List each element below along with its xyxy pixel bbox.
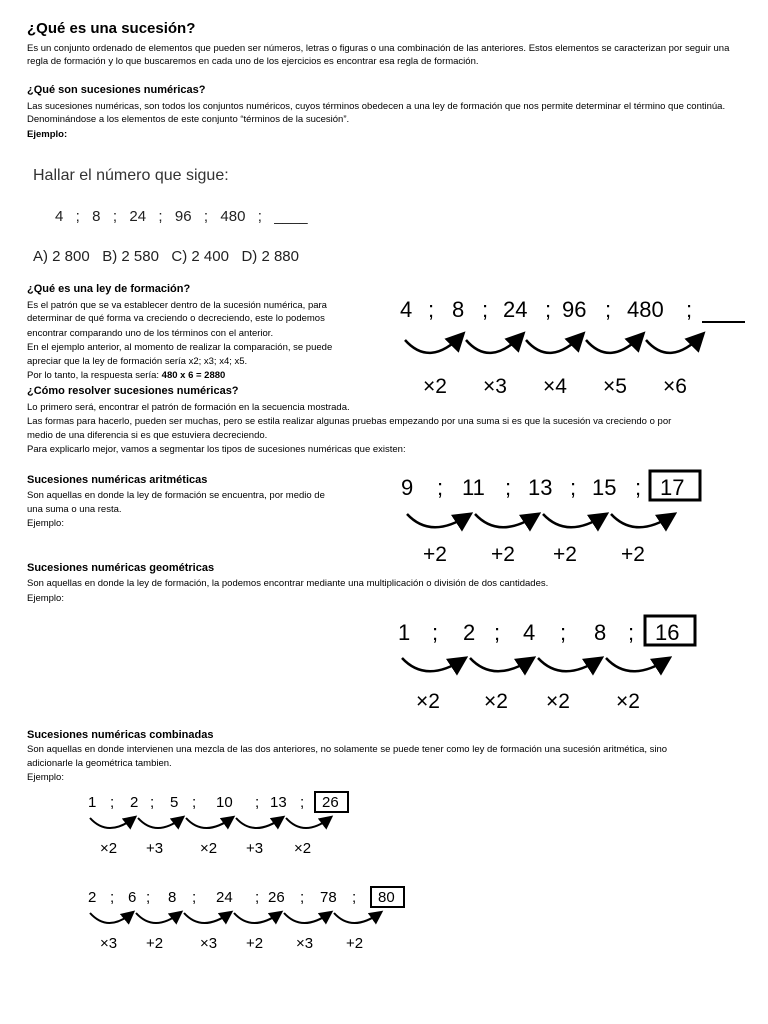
c1-op-1: ×2 <box>100 840 118 857</box>
combinadas-diagram-2 <box>80 882 420 954</box>
combinadas-line-2: adicionarle la geométrica tambien. <box>27 758 172 769</box>
c1-sep-5: ; <box>300 794 305 811</box>
aritmeticas-example-label: Ejemplo: <box>27 518 64 529</box>
c2-term-1: 2 <box>88 889 97 906</box>
ar-sep-1: ; <box>437 475 444 500</box>
d1-sep-3: ; <box>545 297 552 322</box>
resolver-heading: ¿Cómo resolver sucesiones numéricas? <box>27 385 239 397</box>
ar-term-4: 15 <box>592 475 617 500</box>
combinadas-line-1: Son aquellas en donde intervienen una mezcla de las dos anteriores, no solamente se puede tener como ley de formación una sucesión aritmética, sino <box>27 744 668 755</box>
aritmeticas-heading: Sucesiones numéricas aritméticas <box>27 474 208 486</box>
ar-op-3: +2 <box>553 543 577 566</box>
ar-op-4: +2 <box>621 543 645 566</box>
ge-op-3: ×2 <box>546 690 570 713</box>
aritmeticas-line-2: una suma o una resta. <box>27 504 122 515</box>
ge-sep-1: ; <box>432 620 439 645</box>
d1-term-2: 8 <box>452 297 465 322</box>
d1-sep-2: ; <box>482 297 489 322</box>
ley-answer: 480 x 6 = 2880 <box>161 370 226 381</box>
ge-term-4: 8 <box>594 620 607 645</box>
resolver-line-3: medio de una diferencia si es que estuviera decreciendo. <box>27 430 268 441</box>
ar-arrow-4 <box>611 514 673 527</box>
geometricas-example-label: Ejemplo: <box>27 593 64 604</box>
c1-answer: 26 <box>322 794 339 811</box>
geometricas-heading: Sucesiones numéricas geométricas <box>27 562 215 574</box>
d1-term-5: 480 <box>627 297 664 322</box>
c1-op-4: +3 <box>246 840 264 857</box>
c1-arrow-3 <box>186 818 232 828</box>
ge-arrow-2 <box>470 658 532 671</box>
c2-sep-3: ; <box>192 889 197 906</box>
c2-sep-1: ; <box>110 889 115 906</box>
ar-term-1: 9 <box>401 475 414 500</box>
c2-op-2: +2 <box>146 935 164 952</box>
c1-term-4: 10 <box>216 794 233 811</box>
c2-arrow-2 <box>136 913 180 923</box>
aritmeticas-diagram <box>395 468 715 568</box>
intro-paragraph: Es un conjunto ordenado de elementos que pueden ser números, letras o figuras o una combinación de las anteriores. Estos elementos se caracterizan por seguir una regla de formación y lo que buscaremos en cada uno de los ejercicios es encontrar esa regla de formación. <box>27 43 730 67</box>
ge-op-1: ×2 <box>416 690 440 713</box>
ley-line-5: apreciar que la ley de formación sería x2; x3; x4; x5. <box>27 356 248 367</box>
d1-sep-1: ; <box>428 297 435 322</box>
ar-arrow-3 <box>543 514 605 527</box>
c2-op-4: +2 <box>246 935 264 952</box>
d1-arrow-4 <box>586 335 642 353</box>
d1-term-1: 4 <box>400 297 413 322</box>
d1-op-4: ×5 <box>603 375 627 398</box>
problem-sequence: 4 ; 8 ; 24 ; 96 ; 480 ; ____ <box>55 208 308 225</box>
problem-options: A) 2 800 B) 2 580 C) 2 400 D) 2 880 <box>33 248 299 265</box>
numericas-text: Las sucesiones numéricas, son todos los conjuntos numéricos, cuyos términos obedecen a una ley de formación que nos permite determinar el término que continúa. Denominándose a los elementos de este conjunto “términos de la sucesión”. <box>27 101 726 125</box>
ar-arrow-2 <box>475 514 537 527</box>
geometricas-line-1: Son aquellas en donde la ley de formación, la podemos encontrar mediante una multiplicación o división de dos cantidades. <box>27 578 549 589</box>
ley-line-4: En el ejemplo anterior, al momento de realizar la comparación, se puede <box>27 342 333 353</box>
c2-sep-6: ; <box>352 889 357 906</box>
resolver-line-4: Para explicarlo mejor, vamos a segmentar los tipos de sucesiones numéricas que existen: <box>27 444 406 455</box>
resolver-line-1: Lo primero será, encontrar el patrón de formación en la secuencia mostrada. <box>27 402 350 413</box>
d1-arrow-3 <box>526 335 582 353</box>
ge-sep-2: ; <box>494 620 501 645</box>
c1-arrow-4 <box>236 818 282 828</box>
c1-sep-1: ; <box>110 794 115 811</box>
ley-line-3: encontrar comparando uno de los términos con el anterior. <box>27 328 274 339</box>
c2-term-3: 8 <box>168 889 177 906</box>
ge-sep-3: ; <box>560 620 567 645</box>
c1-sep-4: ; <box>255 794 260 811</box>
aritmeticas-line-1: Son aquellas en donde la ley de formación se encuentra, por medio de <box>27 490 325 501</box>
c1-term-5: 13 <box>270 794 287 811</box>
d1-arrow-1 <box>405 335 462 353</box>
c1-sep-2: ; <box>150 794 155 811</box>
c2-op-3: ×3 <box>200 935 218 952</box>
c2-op-1: ×3 <box>100 935 118 952</box>
ge-arrow-4 <box>606 658 668 671</box>
ar-sep-3: ; <box>570 475 577 500</box>
d1-op-3: ×4 <box>543 375 567 398</box>
c2-sep-4: ; <box>255 889 260 906</box>
ge-term-1: 1 <box>398 620 411 645</box>
c2-arrow-6 <box>334 913 380 923</box>
ley-line-6 <box>27 369 225 382</box>
c1-sep-3: ; <box>192 794 197 811</box>
c2-arrow-5 <box>284 913 330 923</box>
c1-op-5: ×2 <box>294 840 312 857</box>
ge-term-2: 2 <box>463 620 476 645</box>
ar-sep-2: ; <box>505 475 512 500</box>
c1-term-2: 2 <box>130 794 139 811</box>
d1-arrow-2 <box>466 335 522 353</box>
ge-op-4: ×2 <box>616 690 640 713</box>
c2-answer: 80 <box>378 889 395 906</box>
ar-term-3: 13 <box>528 475 553 500</box>
d1-op-5: ×6 <box>663 375 687 398</box>
d1-sep-4: ; <box>605 297 612 322</box>
d1-term-4: 96 <box>562 297 587 322</box>
d1-op-2: ×3 <box>483 375 507 398</box>
ge-op-2: ×2 <box>484 690 508 713</box>
ar-arrow-1 <box>407 514 469 527</box>
ar-answer: 17 <box>660 475 685 500</box>
c1-arrow-1 <box>90 818 134 828</box>
numericas-example-label: Ejemplo: <box>27 129 68 140</box>
ley-line-6-prefix: Por lo tanto, la respuesta sería: <box>27 370 162 381</box>
c2-sep-5: ; <box>300 889 305 906</box>
c1-term-1: 1 <box>88 794 97 811</box>
ar-term-2: 11 <box>462 475 485 500</box>
ge-term-3: 4 <box>523 620 536 645</box>
geometricas-diagram <box>390 612 710 717</box>
numericas-heading: ¿Qué son sucesiones numéricas? <box>27 84 206 96</box>
combinadas-example-label: Ejemplo: <box>27 772 64 783</box>
c2-term-4: 24 <box>216 889 233 906</box>
ge-arrow-1 <box>402 658 464 671</box>
c2-op-6: +2 <box>346 935 364 952</box>
ge-arrow-3 <box>538 658 600 671</box>
ley-diagram <box>390 290 760 405</box>
c1-arrow-2 <box>138 818 182 828</box>
c2-arrow-4 <box>234 913 280 923</box>
c2-term-6: 78 <box>320 889 337 906</box>
ar-op-1: +2 <box>423 543 447 566</box>
combinadas-diagram-1 <box>80 788 370 858</box>
c2-op-5: ×3 <box>296 935 314 952</box>
ar-sep-4: ; <box>635 475 642 500</box>
ge-sep-4: ; <box>628 620 635 645</box>
c2-sep-2: ; <box>146 889 151 906</box>
combinadas-heading: Sucesiones numéricas combinadas <box>27 729 214 741</box>
ar-op-2: +2 <box>491 543 515 566</box>
c1-term-3: 5 <box>170 794 179 811</box>
c1-op-3: ×2 <box>200 840 218 857</box>
c2-arrow-3 <box>184 913 230 923</box>
c2-arrow-1 <box>90 913 132 923</box>
ge-answer: 16 <box>655 620 680 645</box>
ley-line-1: Es el patrón que se va establecer dentro de la sucesión numérica, para <box>27 300 327 311</box>
problem-title: Hallar el número que sigue: <box>33 167 229 184</box>
d1-sep-5: ; <box>686 297 693 322</box>
c2-term-2: 6 <box>128 889 137 906</box>
d1-op-1: ×2 <box>423 375 447 398</box>
d1-arrow-5 <box>646 335 702 353</box>
c1-arrow-5 <box>286 818 330 828</box>
ley-heading: ¿Qué es una ley de formación? <box>27 283 191 295</box>
resolver-line-2: Las formas para hacerlo, pueden ser muchas, pero se estila realizar algunas pruebas empezando por una suma si es que la sucesión va creciendo o por <box>27 416 672 427</box>
c2-term-5: 26 <box>268 889 285 906</box>
c1-op-2: +3 <box>146 840 164 857</box>
ley-line-2: determinar de qué forma va creciendo o decreciendo, este lo podemos <box>27 313 325 324</box>
d1-term-3: 24 <box>503 297 528 322</box>
page-title: ¿Qué es una sucesión? <box>27 20 196 37</box>
